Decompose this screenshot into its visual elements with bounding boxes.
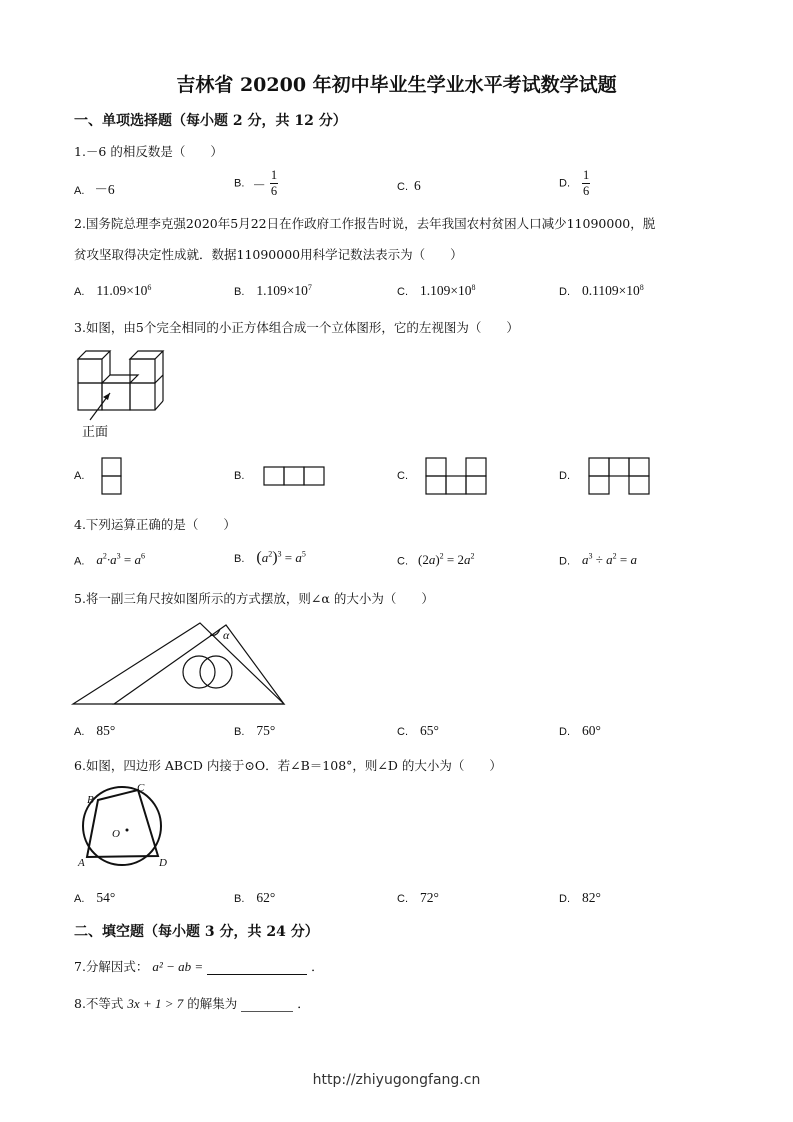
fraction xyxy=(270,168,278,199)
question-6-stem: 6.如图，四边形 ABCD 内接于⊙O．若∠B＝108°，则∠D 的大小为（ ） xyxy=(74,758,502,773)
fraction xyxy=(582,168,590,199)
question-8-suffix: ． xyxy=(297,996,310,1011)
point-o-label: O xyxy=(112,828,120,840)
alpha-label: α xyxy=(223,628,230,642)
question-2-stem-line1: 2.国务院总理李克强2020年5月22日在作政府工作报告时说，去年我国农村贫困人口减少11090000，脱 xyxy=(74,216,656,231)
fraction-numerator: 1 xyxy=(582,168,590,182)
point-d-label: D xyxy=(159,857,167,869)
exponent: 7 xyxy=(307,283,312,292)
option-label: C. xyxy=(397,286,408,299)
footer-url: http://zhiyugongfang.cn xyxy=(312,1072,481,1088)
question-8-expression: 3x + 1 > 7 xyxy=(127,996,184,1011)
option-text: 1.109×10 xyxy=(256,283,308,299)
q5-option-b xyxy=(234,723,275,739)
option-label: A. xyxy=(74,286,85,299)
question-7 xyxy=(74,957,324,975)
q6-option-c xyxy=(397,890,439,906)
point-a-label: A xyxy=(78,857,85,869)
option-math: $(2a)^2 = 2a^2$ xyxy=(417,552,475,568)
option-label: B. xyxy=(234,177,245,190)
option-label: D. xyxy=(559,893,570,905)
inscribed-quadrilateral-figure xyxy=(74,780,174,872)
q4-option-a xyxy=(74,552,145,568)
option-label: D. xyxy=(559,726,570,738)
question-7-prefix: 7.分解因式： xyxy=(74,959,149,974)
option-label: B. xyxy=(234,726,245,738)
q4-option-d xyxy=(559,552,637,568)
option-math: $(a^2)^3 = a^5$ xyxy=(256,549,306,566)
fraction-numerator: 1 xyxy=(270,168,278,182)
q3-option-b-figure xyxy=(263,466,326,486)
option-label: C. xyxy=(397,555,408,568)
q1-option-b xyxy=(234,168,278,199)
q1-option-a xyxy=(74,178,115,198)
option-label: D. xyxy=(559,177,570,190)
option-text: 65° xyxy=(419,723,439,738)
q5-option-d xyxy=(559,723,601,739)
q4-option-c xyxy=(397,552,475,568)
point-b-label: B xyxy=(87,794,94,806)
option-label: B. xyxy=(234,893,245,905)
option-text: 11.09×10 xyxy=(96,283,148,299)
exponent: 8 xyxy=(471,283,476,292)
q2-option-c xyxy=(397,283,475,299)
question-7-suffix: ． xyxy=(311,959,324,974)
option-label: D. xyxy=(559,286,570,299)
question-8 xyxy=(74,994,310,1012)
q3-option-c-figure xyxy=(425,457,488,496)
option-text: 6 xyxy=(413,178,421,193)
point-c-label: C xyxy=(137,782,145,794)
q3-option-d-figure xyxy=(588,457,651,496)
q3-option-c-label: C. xyxy=(397,470,408,482)
q3-option-a-label: A. xyxy=(74,470,85,482)
q1-option-c xyxy=(397,178,421,194)
answer-blank[interactable] xyxy=(207,960,307,975)
option-label: A. xyxy=(74,893,85,905)
option-label: A. xyxy=(74,185,85,197)
question-4-stem: 4.下列运算正确的是（ ） xyxy=(74,517,236,532)
q3-option-d-label: D. xyxy=(559,470,570,482)
q3-option-a-figure xyxy=(101,457,123,495)
fraction-denominator: 6 xyxy=(582,184,590,198)
option-text: 72° xyxy=(419,890,439,905)
option-text: 85° xyxy=(96,723,116,738)
section-heading-choice: 一、单项选择题（每小题 2 分，共 12 分） xyxy=(74,113,347,129)
fraction-denominator: 6 xyxy=(270,184,278,198)
option-label: C. xyxy=(397,893,408,905)
q2-option-a xyxy=(74,283,151,299)
page-title: 吉林省 20200 年初中毕业生学业水平考试数学试题 xyxy=(176,74,617,96)
option-label: A. xyxy=(74,726,85,738)
exponent: 8 xyxy=(639,283,644,292)
exponent: 6 xyxy=(147,283,152,292)
question-5-stem: 5.将一副三角尺按如图所示的方式摆放，则∠α 的大小为（ ） xyxy=(74,591,434,606)
option-label: B. xyxy=(234,553,245,565)
q3-option-b-label: B. xyxy=(234,470,245,482)
option-label: B. xyxy=(234,286,245,299)
option-label: A. xyxy=(74,555,85,568)
q2-option-b xyxy=(234,283,312,299)
section-heading-fill: 二、填空题（每小题 3 分，共 24 分） xyxy=(74,924,319,940)
q6-option-d xyxy=(559,890,601,906)
option-text: 82° xyxy=(581,890,601,905)
option-text: －6 xyxy=(94,182,115,197)
q1-option-d xyxy=(559,168,590,199)
option-text: 1.109×10 xyxy=(419,283,472,299)
option-text: 54° xyxy=(96,890,116,905)
question-2-stem-line2: 贫攻坚取得决定性成就．数据11090000用科学记数法表示为（ ） xyxy=(74,247,463,262)
question-8-prefix: 8.不等式 xyxy=(74,996,124,1011)
answer-blank[interactable] xyxy=(241,997,293,1012)
triangle-rulers-figure xyxy=(70,615,290,710)
q4-option-b xyxy=(234,549,306,567)
option-sign: － xyxy=(252,177,266,193)
q2-option-d xyxy=(559,283,644,299)
q5-option-c xyxy=(397,723,439,739)
option-text: 60° xyxy=(581,723,601,738)
q5-option-a xyxy=(74,723,115,739)
option-math: $a^3 \div a^2 = a$ xyxy=(581,552,637,568)
question-7-expression: a² − ab = xyxy=(152,959,204,974)
question-3-stem: 3.如图，由5个完全相同的小正方体组合成一个立体图形，它的左视图为（ ） xyxy=(74,320,519,335)
option-label: C. xyxy=(397,726,408,738)
front-view-label: 正面 xyxy=(82,425,109,440)
question-8-mid: 的解集为 xyxy=(187,996,238,1011)
option-label: D. xyxy=(559,555,570,568)
option-text: 0.1109×10 xyxy=(581,283,640,299)
q6-option-a xyxy=(74,890,115,906)
option-text: 75° xyxy=(256,723,276,738)
question-1-stem: 1.－6 的相反数是（ ） xyxy=(74,144,223,159)
option-label: C. xyxy=(397,181,408,193)
option-math: $a^2\cdot a^3 = a^6$ xyxy=(96,552,145,568)
q6-option-b xyxy=(234,890,275,906)
option-text: 62° xyxy=(256,890,276,905)
